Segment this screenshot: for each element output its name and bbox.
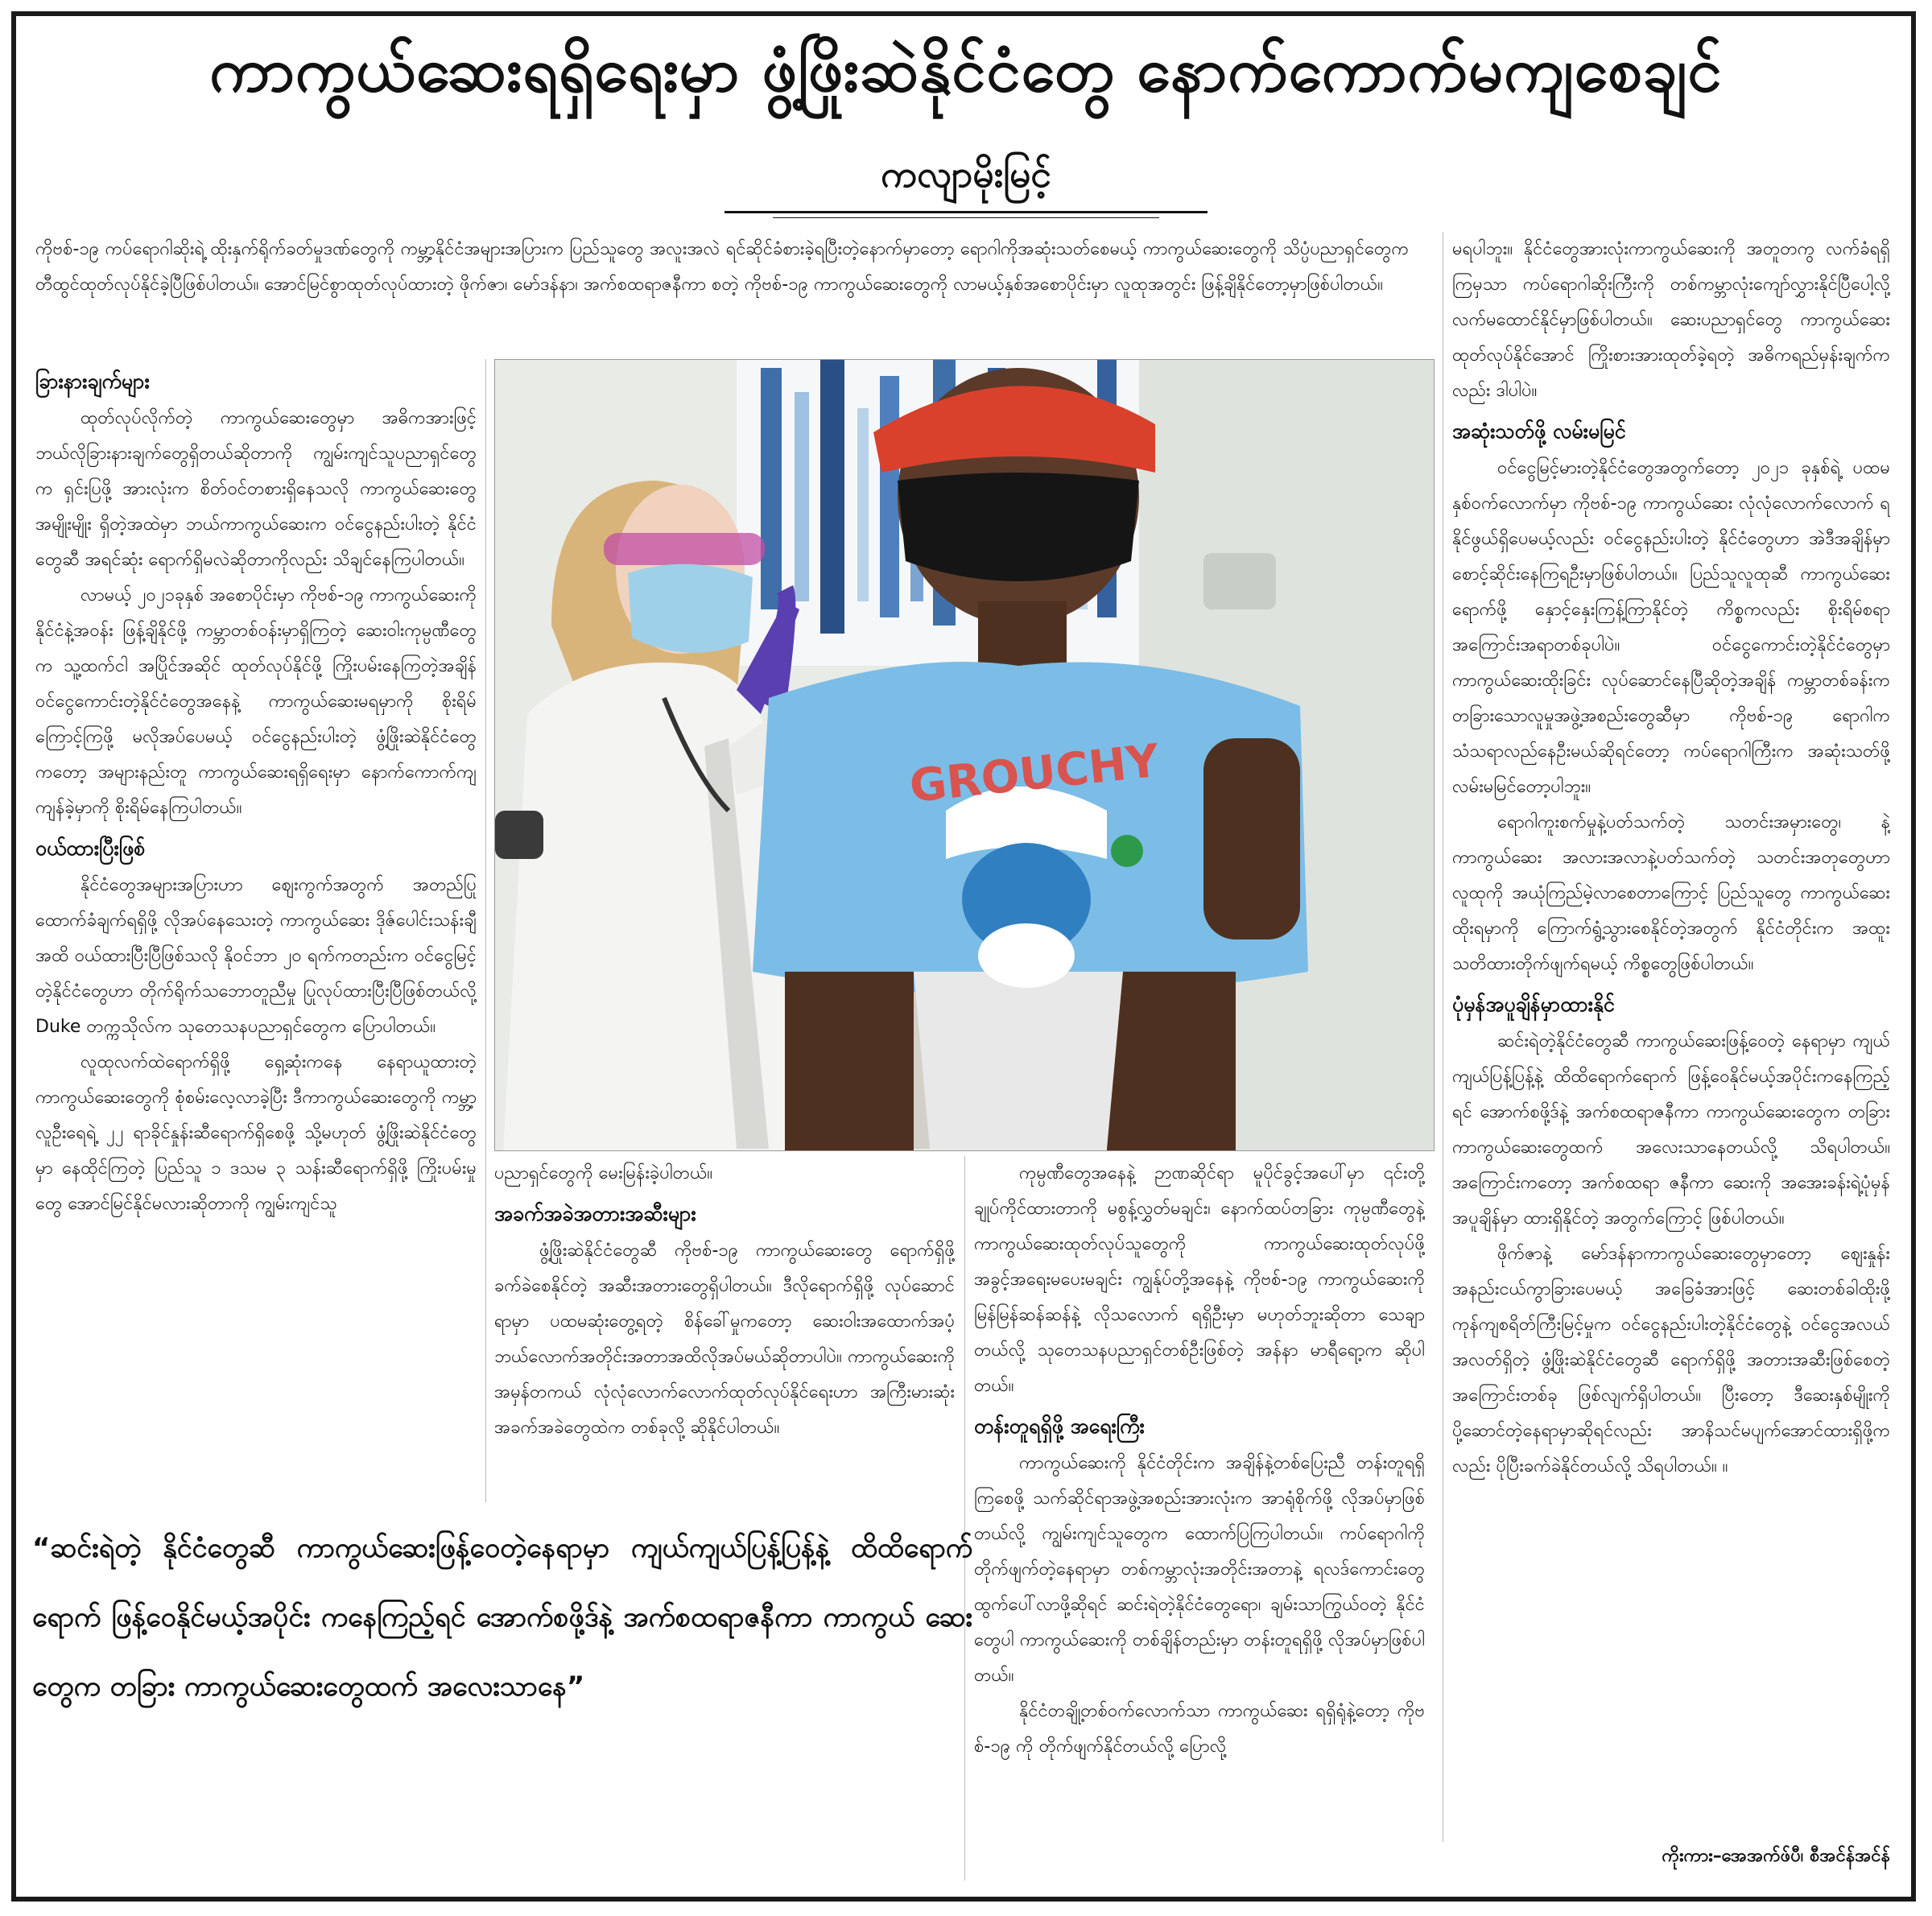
column-divider [485, 359, 486, 1502]
byline: ကလျာမိုးမြင့် [881, 152, 1051, 196]
paragraph: ရောဂါကူးစက်မှုနဲ့ပတ်သက်တဲ့ သတင်းအမှားတွေ၊ နဲ့ ကာကွယ်ဆေး အလားအလာနဲ့ပတ်သက်တဲ့ သတင်းအတုတွေဟာ လူထုကို အယုံကြည်မဲ့လာစေတာကြောင့် ပြည်သူတွေ ကာကွယ်ဆေးထိုးရမှာကို ကြောက်ရွံ့သွားစေနိုင်တဲ့အတွက် နိုင်ငံတိုင်းက အထူးသတိထားတိုက်ဖျက်ရမယ့် ကိစ္စတွေဖြစ်ပါတယ်။ [1452, 812, 1890, 974]
article-photo [494, 359, 1435, 1151]
lead-text: ကိုဗစ်-၁၉ ကပ်ရောဂါဆိုးရဲ့ ထိုးနှက်ရိုက်ခတ်မှုဒဏ်တွေကို ကမ္ဘာ့နိုင်ငံအများအပြားက ပြည်သူတွေ အလူးအလဲ ရင်ဆိုင်ခံစားခဲ့ရပြီးတဲ့နောက်မှာတော့ ရောဂါကိုအဆုံးသတ်စေမယ့် ကာကွယ်ဆေးတွေကို သိပ္ပံပညာရှင်တွေက တီထွင်ထုတ်လုပ်နိုင်ခဲ့ပြီဖြစ်ပါတယ်။ အောင်မြင်စွာထုတ်လုပ်ထားတဲ့ ဖိုက်ဇာ၊ မော်ဒန်နာ၊ အက်စထရာဇနီကာ စတဲ့ ကိုဗစ်-၁၉ ကာကွယ်ဆေးတွေကို လာမယ့်နှစ်အစောပိုင်းမှာ လူထုအတွင်း ဖြန့်ချိနိုင်တော့မှာဖြစ်ပါတယ်။ [35, 239, 1409, 295]
subhead-normal-temperature: ပုံမှန်အပူချိန်မှာထားနိုင် [1452, 993, 1615, 1016]
paragraph: မရပါဘူး။ နိုင်ငံတွေအားလုံးကာကွယ်ဆေးကို အတူတကွ လက်ခံရရှိကြမှသာ ကပ်ရောဂါဆိုးကြီးကို တစ်ကမ္ဘာလုံးကျော်လွှားနိုင်ပြီပေါ့လို့ လက်မထောင်နိုင်မှာဖြစ်ပါတယ်။ ဆေးပညာရှင်တွေ ကာကွယ်ဆေးထုတ်လုပ်နိုင်အောင် ကြိုးစားအားထုတ်ခဲ့ရတဲ့ အဓိကရည်မှန်းချက်ကလည်း ဒါပါပဲ။ [1452, 239, 1890, 401]
subhead-obstacles: အခက်အခဲအတားအဆီးများ [494, 1202, 696, 1225]
wall-device [1203, 553, 1276, 609]
paragraph: နိုင်ငံတွေအများအပြားဟာ ဈေးကွက်အတွက် အတည်ပြုထောက်ခံချက်ရရှိဖို့ လိုအပ်နေသေးတဲ့ ကာကွယ်ဆေး ဒိုဇ်ပေါင်းသန်းချီအထိ ဝယ်ထားပြီးပြီဖြစ်သလို နိုဝင်ဘာ ၂၀ ရက်ကတည်းက ဝင်ငွေမြင့်တဲ့နိုင်ငံတွေဟာ တိုက်ရိုက်သဘောတူညီမှု ပြုလုပ်ထားပြီးပြီဖြစ်တယ်လို့ Duke တက္ကသိုလ်က သုတေသနပညာရှင်တွေက ပြောပါတယ်။ [35, 875, 477, 1037]
column-4 [1452, 232, 1890, 1839]
column-3 [974, 1156, 1425, 1881]
paragraph: ဖိုက်ဇာနဲ့ မော်ဒန်နာကာကွယ်ဆေးတွေမှာတော့ ဈေးနှုန်းအနည်းငယ်ကွာခြားပေမယ့် အခြေခံအားဖြင့် ဆေးတစ်ခါထိုးဖို့ ကုန်ကျစရိတ်ကြီးမြင့်မှုက ဝင်ငွေနည်းပါးတဲ့နိုင်ငံတွေနဲ့ ဝင်ငွေအလယ် အလတ်ရှိတဲ့ ဖွံ့ဖြိုးဆဲနိုင်ငံတွေဆီ ရောက်ရှိဖို့ အတားအဆီးဖြစ်စေတဲ့ အကြောင်းတစ်ခု ဖြစ်လျက်ရှိပါတယ်။ ပြီးတော့ ဒီဆေးနှစ်မျိုးကို ပို့ဆောင်တဲ့နေရာမှာဆိုရင်လည်း အာနိသင်မပျက်အောင်ထားရှိဖို့ကလည်း ပိုပြီးခက်ခဲနိုင်တယ်လို့ သိရပါတယ်။ ။ [1452, 1244, 1890, 1476]
paragraph: လာမယ့် ၂၀၂၁ခုနှစ် အစောပိုင်းမှာ ကိုဗစ်-၁၉ ကာကွယ်ဆေးကို နိုင်ငံနဲ့အဝန်း ဖြန့်ချိနိုင်ဖို့ ကမ္ဘာတစ်ဝန်းမှာရှိကြတဲ့ ဆေးဝါးကုမ္ပဏီတွေက သူ့ထက်ငါ အပြိုင်အဆိုင် ထုတ်လုပ်နိုင်ဖို့ ကြိုးပမ်းနေကြတဲ့အချိန် ဝင်ငွေကောင်းတဲ့နိုင်ငံတွေအနေနဲ့ ကာကွယ်ဆေးမရမှာကို စိုးရိမ်ကြောင့်ကြဖို့ မလိုအပ်ပေမယ့် ဝင်ငွေနည်းပါးတဲ့ ဖွံ့ဖြိုးဆဲနိုင်ငံတွေကတော့ အများနည်းတူ ကာကွယ်ဆေးရရှိရေးမှာ နောက်ကောက်ကျ ကျန်ခဲ့မှာကို စိုးရိမ်နေကြပါတယ်။ [35, 585, 477, 818]
shirt-text: GROUCHY [906, 734, 1162, 813]
source-credit: ကိုးကား–အေအက်ဖ်ပီ၊ စီအင်န်အင်န် [1662, 1846, 1890, 1866]
subhead-no-end: အဆုံးသတ်ဖို့ လမ်းမမြင် [1452, 419, 1626, 443]
pull-quote: “ဆင်းရဲတဲ့ နိုင်ငံတွေဆီ ကာကွယ်ဆေးဖြန့်ဝေတဲ့နေရာမှာ ကျယ်ကျယ်ပြန့်ပြန့်နဲ့ ထိထိရောက်ရောက် ဖြန့်ဝေနိုင်မယ့်အပိုင်း ကနေကြည့်ရင် အောက်စဖို့ဒ်နဲ့ အက်စထရာဇနီကာ ကာကွယ် ဆေးတွေက တခြား ကာကွယ်ဆေးတွေထက် အလေးသာနေ” [32, 1532, 972, 1703]
paragraph: ဝင်ငွေမြင့်မားတဲ့နိုင်ငံတွေအတွက်တော့ ၂၀၂၁ ခုနှစ်ရဲ့ ပထမနှစ်ဝက်လောက်မှာ ကိုဗစ်-၁၉ ကာကွယ်ဆေး လုံလုံလောက်လောက် ရနိုင်ဖွယ်ရှိပေမယ့်လည်း ဝင်ငွေနည်းပါးတဲ့ နိုင်ငံတွေဟာ အဲဒီအချိန်မှာ စောင့်ဆိုင်းနေကြရဦးမှာဖြစ်ပါတယ်။ ပြည်သူလူထုဆီ ကာကွယ်ဆေးရောက်ဖို့ နှောင့်နှေးကြန့်ကြာနိုင်တဲ့ ကိစ္စကလည်း စိုးရိမ်စရာအကြောင်းအရာတစ်ခုပါပဲ။ ဝင်ငွေကောင်းတဲ့နိုင်ငံတွေမှာ ကာကွယ်ဆေးထိုးခြင်း လုပ်ဆောင်နေပြီဆိုတဲ့အချိန် ကမ္ဘာတစ်ခန်းက တခြားသောလူမှုအဖွဲ့အစည်းတွေဆီမှာ ကိုဗစ်-၁၉ ရောဂါက သံသရာလည်နေဦးမယ်ဆိုရင်တော့ ကပ်ရောဂါကြီးက အဆုံးသတ်ဖို့ လမ်းမမြင်တော့ပါဘူး။ [1452, 458, 1890, 797]
paragraph: ကုမ္ပဏီတွေအနေနဲ့ ဉာဏဆိုင်ရာ မူပိုင်ခွင့်အပေါ်မှာ ၎င်းတို့ချုပ်ကိုင်ထားတာကို မစွန့်လွှတ်မချင်း၊ နောက်ထပ်တခြား ကုမ္ပဏီတွေနဲ့ ကာကွယ်ဆေးထုတ်လုပ်သူတွေကို ကာကွယ်ဆေးထုတ်လုပ်ဖို့ အခွင့်အရေးမပေးမချင်း ကျွန်ုပ်တို့အနေနဲ့ ကိုဗစ်-၁၉ ကာကွယ်ဆေးကို မြန်မြန်ဆန်ဆန်နဲ့ လိုသလောက် ရရှိဦးမှာ မဟုတ်ဘူးဆိုတာ သေချာတယ်လို့ သုတေသနပညာရှင်တစ်ဦးဖြစ်တဲ့ အန်နာ မာရီရော့က ဆိုပါတယ်။ [974, 1163, 1425, 1396]
paragraph: ကာကွယ်ဆေးကို နိုင်ငံတိုင်းက အချိန်နဲ့တစ်ပြေးညီ တန်းတူရရှိကြစေဖို့ သက်ဆိုင်ရာအဖွဲ့အစည်းအားလုံးက အာရုံစိုက်ဖို့ လိုအပ်မှာဖြစ်တယ်လို့ ကျွမ်းကျင်သူတွေက ထောက်ပြကြပါတယ်။ ကပ်ရောဂါကို တိုက်ဖျက်တဲ့နေရာမှာ တစ်ကမ္ဘာလုံးအတိုင်းအတာနဲ့ ရလဒ်ကောင်းတွေ ထွက်ပေါ်လာဖို့ဆိုရင် ဆင်းရဲတဲ့နိုင်ငံတွေရော၊ ချမ်းသာကြွယ်ဝတဲ့ နိုင်ငံတွေပါ ကာကွယ်ဆေးကို တစ်ချိန်တည်းမှာ တန်းတူရရှိဖို့ လိုအပ်မှာဖြစ်ပါတယ်။ [974, 1453, 1425, 1686]
column-2 [494, 1156, 955, 1494]
column-1 [35, 359, 477, 1502]
paragraph: လူထုလက်ထဲရောက်ရှိဖို့ ရှေ့ဆုံးကနေ နေရာယူထားတဲ့ ကာကွယ်ဆေးတွေကို စုံစမ်းလေ့လာခဲ့ပြီး ဒီကာကွယ်ဆေးတွေကို ကမ္ဘာ့လူဦးရေရဲ့ ၂၂ ရာခိုင်နှုန်းဆီရောက်ရှိစေဖို့ သို့မဟုတ် ဖွံ့ဖြိုးဆဲနိုင်ငံတွေမှာ နေထိုင်ကြတဲ့ ပြည်သူ ၁ ဒသမ ၃ သန်းဆီရောက်ရှိဖို့ ကြိုးပမ်းမှုတွေ အောင်မြင်နိုင်မလားဆိုတာကို ကျွမ်းကျင်သူ [35, 1052, 477, 1214]
paragraph: ဖွံ့ဖြိုးဆဲနိုင်ငံတွေဆီ ကိုဗစ်-၁၉ ကာကွယ်ဆေးတွေ ရောက်ရှိဖို့ ခက်ခဲစေနိုင်တဲ့ အဆီးအတားတွေရှိပါတယ်။ ဒီလိုရောက်ရှိဖို့ လုပ်ဆောင်ရာမှာ ပထမဆုံးတွေ့ရတဲ့ စိန်ခေါ်မှုကတော့ ဆေးဝါးအထောက်အပံ့ ဘယ်လောက်အတိုင်းအတာအထိလိုအပ်မယ်ဆိုတာပါပဲ။ ကာကွယ်ဆေးကို အမှန်တကယ် လုံလုံလောက်လောက်ထုတ်လုပ်နိုင်ရေးဟာ အကြီးမားဆုံးအခက်အခဲတွေထဲက တစ်ခုလို့ ဆိုနိုင်ပါတယ်။ [494, 1241, 955, 1438]
paragraph: ဆင်းရဲတဲ့နိုင်ငံတွေဆီ ကာကွယ်ဆေးဖြန့်ဝေတဲ့ နေရာမှာ ကျယ်ကျယ်ပြန့်ပြန့်နဲ့ ထိထိရောက်ရောက် ဖြန့်ဝေနိုင်မယ့်အပိုင်းကနေကြည့်ရင် အောက်စဖို့ဒ်နဲ့ အက်စထရာဇနီကာ ကာကွယ်ဆေးတွေက တခြား ကာကွယ်ဆေးတွေထက် အလေးသာနေတယ်လို့ သိရပါတယ်။ အကြောင်းကတော့ အက်စထရာ ဇနီကာ ဆေးကို အအေးခန်းရဲ့ပုံမှန်အပူချိန်မှာ ထားရှိနိုင်တဲ့ အတွက်ကြောင့် ဖြစ်ပါတယ်။ [1452, 1031, 1890, 1228]
headline: ကာကွယ်ဆေးရရှိရေးမှာ ဖွံ့ဖြိုးဆဲနိုင်ငံတွေ နောက်ကောက်မကျစေချင် [209, 34, 1723, 105]
subhead-already-bought: ဝယ်ထားပြီးဖြစ် [35, 836, 146, 860]
paragraph: ပညာရှင်တွေကို မေးမြန်းခဲ့ပါတယ်။ [494, 1163, 713, 1183]
byline-rule-thin [773, 217, 1159, 218]
paragraph: ထုတ်လုပ်လိုက်တဲ့ ကာကွယ်ဆေးတွေမှာ အဓိကအားဖြင့် ဘယ်လိုခြားနားချက်တွေရှိတယ်ဆိုတာကို ကျွမ်းကျင်သူပညာရှင်တွေက ရှင်းပြဖို့ အားလုံးက စိတ်ဝင်တစားရှိနေသလို ကာကွယ်ဆေးတွေအမျိုးမျိုး ရှိတဲ့အထဲမှာ ဘယ်ကာကွယ်ဆေးက ဝင်ငွေနည်းပါးတဲ့ နိုင်ငံတွေဆီ အရင်ဆုံး ရောက်ရှိမလဲဆိုတာကိုလည်း သိချင်နေကြပါတယ်။ [35, 408, 477, 570]
vaccination-photo [495, 360, 1435, 1151]
subhead-differences: ခြားနားချက်များ [35, 370, 150, 393]
lead-paragraph [35, 232, 1409, 303]
byline-rule [724, 211, 1208, 213]
subhead-equal-access: တန်းတူရရှိဖို့ အရေးကြီး [974, 1414, 1145, 1438]
paragraph: နိုင်ငံတချို့တစ်ဝက်လောက်သာ ကာကွယ်ဆေး ရရှိရုံနဲ့တော့ ကိုဗစ်-၁၉ ကို တိုက်ဖျက်နိုင်တယ်လို့ ပြောလို့ [974, 1701, 1425, 1757]
